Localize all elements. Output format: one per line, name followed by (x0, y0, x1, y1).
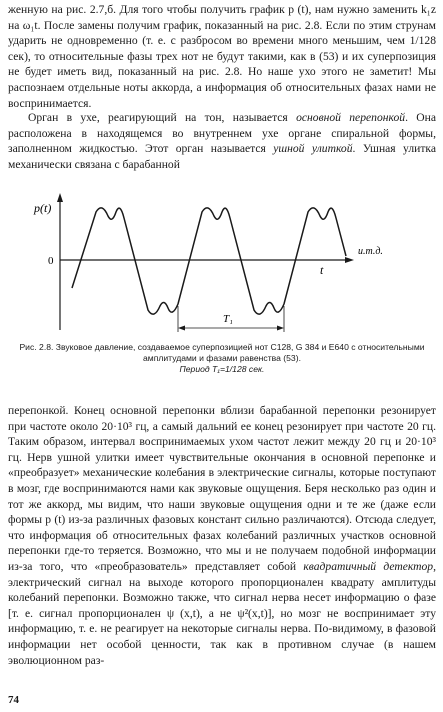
term-cochlea: ушной улиткой (273, 142, 353, 156)
text-segment: . Она расположена в находящемся во внутреннем ухе органе спиральной формы, заполненном жидкостью. Этот орган называется (8, 111, 436, 156)
figure-caption (8, 342, 436, 375)
paragraph-intro: женную на рис. 2.7,б. Для того чтобы получить график p (t), нам нужно заменить k₁z на ω₁t. После замены получим график, показанный на рис. 2.8. Если по этим струнам ударить не одновременно (т. е. с разбросом во времени много меньшим, чем 1/128 сек), то относительные фазы трех нот не будут такими, как в (53) и их суперпозиция не будет иметь вид, показанный на рис. 2.8. Но наше ухо этого не заметит! Мы распознаем отдельные ноты аккорда, а информация об относительных фазах нами не воспринимается. (8, 3, 436, 110)
text-segment: , электрический сигнал на выходе которого пропорционален квадрату амплитуды колебаний перепонки. Возможно также, что сигнал нерва несет информацию о фазе [т. е. сигнал пропорционален ψ (x,t), а не ψ²(x,t)], но мозг не воспринимает эту информацию, т. е. не реагирует на некоторые сигналы нерва. По-видимому, в фазовой информации нет особой ценности, так как в противном случае (в нашем эволюционном раз- (8, 559, 437, 667)
period-label: T₁ (223, 313, 233, 325)
x-axis-arrow (345, 257, 354, 263)
y-axis-arrow (57, 193, 63, 202)
paragraph-hearing-range (8, 403, 436, 668)
text-segment: Орган в ухе, реагирующий на тон, называется (28, 111, 297, 124)
term-basilar-membrane: основной перепонкой (296, 111, 406, 124)
term-square-law-detector: квадратичный детектор (303, 559, 434, 573)
unit-label: и.т.д. (358, 246, 383, 257)
caption-line-1: Рис. 2.8. Звуковое давление, создаваемое суперпозицией нот C128, G 384 и E640 с относительными амплитудами и фазами равенства (53). (19, 342, 425, 363)
text-segment: . Ушная улитка механически связана с барабанной (8, 142, 436, 171)
figure-2-8-waveform (20, 188, 420, 338)
text-segment: перепонкой. Конец основной перепонки вблизи барабанной перепонки резонирует при частоте около 20·10³ гц, а самый дальний ее конец резонирует при частоте 20 гц. Таким образом, интервал воспринимаемых ухом частот лежит между 20 гц и 20·10³ гц. Нерв ушной улитки имеет чувствительные окончания в основной перепонке и «преобразует» механические колебания в электрические сигналы, которые поступают в мозг, где воспринимаются нами как звуковые ощущения. Беря несколько раз один и тот же аккорд, мы видим, что наши звуковые ощущения одни и те же (даже если формы p (t) из-за различных фазовых констант сильно различаются). Отсюда следует, что информация об относительных фазах колебаний различных участков основной перепонки где-то теряется. Возможно, что мы и не получаем подобной информации из-за того, что «преобразователь» представляет собой (8, 404, 436, 573)
pressure-waveform (72, 208, 346, 314)
caption-line-2: Период T₁=1/128 сек. (179, 364, 265, 374)
period-arrow-left (178, 326, 185, 331)
x-axis-label: t (320, 263, 324, 277)
zero-label: 0 (48, 255, 54, 267)
y-axis-label: p(t) (34, 201, 52, 215)
paragraph-basilar-membrane (8, 110, 436, 172)
period-arrow-right (277, 326, 284, 331)
page-number: 74 (8, 694, 19, 706)
